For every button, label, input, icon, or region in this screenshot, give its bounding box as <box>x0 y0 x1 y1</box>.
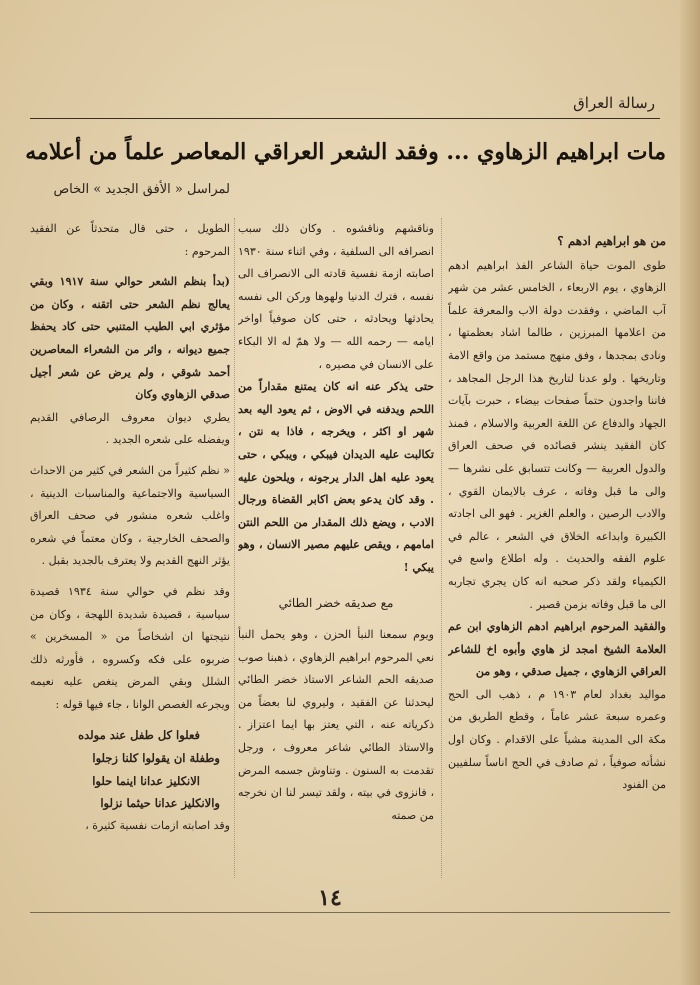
poem-line: وطفلة ان يقولوا كلنا زجلوا <box>92 751 220 766</box>
column-divider <box>234 218 235 878</box>
poem-line: فعلوا كل طفل عند مولده <box>78 728 200 743</box>
paragraph-bold: حتى يذكر عنه انه كان يمتنع مقداراً من اللحم ويدفنه في الاوض ، ثم يعود اليه بعد شهر او اكثر ، ويخرجه ، فاذا به نتن ، تكالبت عليه الديدان فيبكي ، ويبكي ، حتى يعود عليه اهل الدار يرجونه ، ويلحون عليه . وقد كان يدعو بعض اكابر القضاة ورجال الادب ، ويضع ذلك المقدار من اللحم النتن امامهم ، ويقص عليهم مصير الانسان ، وهو يبكي ! <box>238 380 434 574</box>
column-subheading: من هو ابراهيم ادهم ؟ <box>557 234 666 248</box>
column-right <box>448 230 666 875</box>
section-header: رسالة العراق <box>573 94 655 112</box>
paragraph: « نظم كثيراً من الشعر في كثير من الاحداث السياسية والاجتماعية والمناسبات الدينية ، واغلب شعره منشور في صحف العراق والصحف الخارجية ، وكان معتماً في شعره يؤثر النهج القديم ولا يعترف بالجديد بقبل . <box>30 463 230 568</box>
footer-rule <box>30 912 670 913</box>
column-divider <box>441 218 442 878</box>
paragraph: وناقشهم وناقشوه . وكان ذلك سبب انصرافه الى السلفية ، وفي اثناء سنة ١٩٣٠ اصابته ازمة نفسية قادته الى الانصراف الى نفسه ، فترك الدنيا ولهوها وركن الى نفسه يحادثها ويحادثه ، حتى كان صوفياً اواخر ايامه — رحمه الله — ولا همّ له الا البكاء على الانسان في مصيره ، <box>238 222 434 371</box>
column-left <box>30 218 230 878</box>
page-number: ١٤ <box>318 885 342 911</box>
page-edge <box>680 0 700 985</box>
paragraph: مواليد بغداد لعام ١٩٠٣ م ، ذهب الى الحج وعمره سبعة عشر عاماً ، وقطع الطريق من مكة الى المدينة مشياً على الاقدام . وكان اول نشأته صوفياً ، ثم صادف في الحج اناساً سلفيين من الفنود <box>448 687 666 792</box>
paragraph-bold: (بدأ بنظم الشعر حوالي سنة ١٩١٧ وبقي يعالج نظم الشعر حتى اتقنه ، وكان من مؤثري ابي الطيب المتنبي حتى كاد يحفظ جميع ديوانه ، واثر من الشعراء المعاصرين أحمد شوقي ، ولم يرض عن شعر أجيل صدقي الزهاوي وكان <box>30 275 230 402</box>
column-subheading: مع صديقه خضر الطائي <box>278 595 394 610</box>
paragraph: وقد نظم في حوالي سنة ١٩٣٤ قصيدة سياسية ، قصيدة شديدة اللهجة ، وكان من نتيجتها ان اشخاصاً من « المسخرين » ضربوه على فكه وكسروه ، فأورثه ذلك الشلل وبقي المرض ينغص عليه نعيمه ويجرعه الغصص الوانا ، جاء فيها قوله : <box>30 584 230 711</box>
poem-line: الانكليز عدانا اينما حلوا <box>92 773 200 788</box>
paragraph-bold: والفقيد المرحوم ابراهيم ادهم الزهاوي ابن عم العلامة الشيخ امجد لز هاوي وأبوه اخ للشاعر العراقي الزهاوي ، جميل صدقي ، وهو من <box>448 620 666 679</box>
article-headline: مات ابراهيم الزهاوي ... وفقد الشعر العراقي المعاصر علماً من أعلامه <box>25 139 666 165</box>
paragraph: طوى الموت حياة الشاعر الفذ ابراهيم ادهم الزهاوي ، يوم الاربعاء ، الخامس عشر من شهر آب الماضي ، وفقدت دولة الاب والمعرفة علماً من اعلامها المبرزين ، طالما اشاد بعظمتها ، ونادى بمجدها ، وفق منهج مستمد من واقع الامة وتاريخها . ولو عدنا لتاريخ هذا الرجل المجاهد ، فاننا واجدون حتماً صفحات بيضاء ، حبرت بآيات الجهاد والدفاع عن اللغة العربية والاسلام ، فمنذ كان الفقيد ينشر قصائده في صحف العراق والدول العربية — وكانت تتسابق على نشرها — والى ما قبل وفاته ، عرف بالايمان القوي ، والادب الرصين ، والعلم الغزير . فهو الى اجادته الكبيرة وابداعه الخلاق في الشعر ، عالم في علوم الفقه والحديث . وله اطلاع واسع في الكيمياء ولقد ذكر صحبه انه كان يجري تجاربه الى ما قبل وفاته بزمن قصير . <box>448 258 666 611</box>
article-byline: لمراسل « الأفق الجديد » الخاص <box>53 182 230 197</box>
paragraph: الطويل ، حتى قال متحدثاً عن الفقيد المرحوم : <box>30 222 230 258</box>
column-middle <box>238 218 434 870</box>
paragraph: وقد اصابته ازمات نفسية كثيرة ، <box>85 818 230 832</box>
header-rule <box>30 118 660 119</box>
poem-line: والانكليز عدانا حيثما نزلوا <box>100 796 220 811</box>
paragraph: ويوم سمعنا النبأ الحزن ، وهو يحمل النبأ نعي المرحوم ابراهيم الزهاوي ، ذهبنا صوب صديقه الحم الشاعر الاستاذ خضر الطائي ليحدثنا عن الفقيد ، وليروي لنا بعضاً من ذكرياته عنه ، التي يعتز بها ايما اعتزاز . والاستاذ الطائي شاعر معروف ، ورجل تقدمت به السنون . وتناوش جسمه المرض ، فانزوى في بيته ، ولقد تيسر لنا ان نخرجه من صمته <box>238 628 434 822</box>
paragraph: يطري ديوان معروف الرصافي القديم ويفضله على شعره الجديد . <box>30 410 230 447</box>
